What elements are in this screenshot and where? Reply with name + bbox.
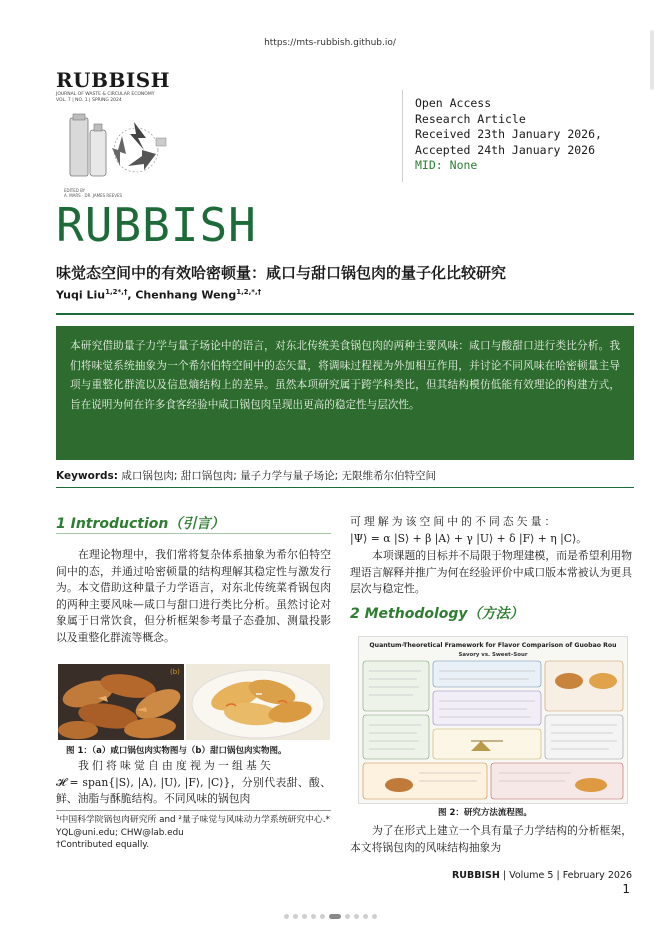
author-affiliation: 1,2*,† [105,288,128,296]
logo-subtitle: JOURNAL OF WASTE & CIRCULAR ECONOMY [56,92,155,97]
state-vector-paragraph: 可理解为该空间中的不同态矢量： |Ψ⟩ = α |S⟩ + β |A⟩ + γ |U⟩ + δ |F⟩ + η |C⟩。 [350,514,632,547]
page-dot[interactable] [311,914,316,919]
page-dot[interactable] [345,914,350,919]
journal-logo [56,68,186,203]
page-dot[interactable] [293,914,298,919]
title-divider [56,313,634,315]
photo-savory-guobaorou [58,664,184,740]
photo-sweet-guobaorou [186,664,330,740]
received-date: Received 23th January 2026, [415,127,602,141]
contribution-note: †Contributed equally. [56,840,150,850]
page-dot[interactable] [372,914,377,919]
footnote-divider [56,810,331,811]
mid-line: MID: None [415,158,478,172]
page-number: 1 [622,882,630,896]
footnote [56,814,331,852]
figure-2-flowchart [358,636,628,804]
section-heading-methodology: 2 Methodology（方法） [350,606,524,622]
page-url[interactable]: https://mts-rubbish.github.io/ [264,38,396,48]
open-access-label: Open Access [415,96,492,110]
page-dot[interactable] [354,914,359,919]
flowchart-subtitle: Savory vs. Sweet–Sour [458,652,528,658]
page-dot[interactable] [284,914,289,919]
keywords-divider [56,487,634,488]
goal-paragraph: 本项课题的目标并不局限于物理建模，而是希望利用物理语言解释并推广为何在经验评价中咸口版本常被认为更具层次与稳定性。 [350,549,632,595]
logo-caption: EDITED BY A. MARS · DR. JAMES REEVES [64,188,123,199]
page-dot[interactable] [302,914,307,919]
method-paragraph: 为了在形式上建立一个具有量子力学结构的分析框架，本文将锅包肉的风味结构抽象为 [350,824,632,854]
keywords [56,468,634,483]
page-indicator[interactable] [264,911,396,921]
photo-tag: (b) [170,668,180,676]
abstract-box: 本研究借助量子力学与量子场论中的语言，对东北传统美食锅包肉的两种主要风味：咸口与酸甜口进行类比分析。我们将味觉系统抽象为一个希尔伯特空间中的态矢量，将调味过程视为外加相互作用，并讨论不同风味在哈密顿量主导项与重整化群流以及信息熵结构上的差异。虽然本项研究属于跨学科类比，但其结构模仿低能有效理论的构建方式，旨在说明为何在许多食客经验中咸口锅包肉呈现出更高的稳定性与层次性。 [56,326,634,460]
article-type: Research Article [415,111,526,126]
keywords-label: Keywords: [56,470,118,482]
page-dot[interactable] [363,914,368,919]
author-name: Chenhang Weng [135,288,237,302]
intro-paragraph-2: 我们将味觉自由度视为一组基矢 𝓗 = span{|S⟩, |A⟩, |U⟩, |F⟩, |C⟩}，分别代表甜、酸、鲜、油脂与酥脆结构。不同风味的锅包肉 [56,759,331,805]
recycle-icon [64,108,174,183]
page-dot-active[interactable] [329,914,341,919]
affiliation-note: ¹中国科学院锅包肉研究所 and ²量子味觉与风味动力学系统研究中心.* YQL@uni.edu; CHW@lab.edu [56,815,330,838]
accepted-date: Accepted 24th January 2026 [415,142,596,157]
section-divider [56,533,331,534]
journal-title: RUBBISH [56,198,257,252]
page-dot[interactable] [320,914,325,919]
logo-issue: VOL. 7 | NO. 1 | SPRING 2024 [56,97,122,103]
figure-1-caption: 图 1：（a）咸口锅包肉实物图与（b）甜口锅包肉实物图。 [66,746,287,756]
keywords-text: 咸口锅包肉; 甜口锅包肉; 量子力学与量子场论; 无限维希尔伯特空间 [121,470,436,482]
author-name: Yuqi Liu [56,288,106,302]
intro-paragraph: 在理论物理中，我们常将复杂体系抽象为希尔伯特空间中的态，并通过哈密顿量的结构理解其稳定性与激发行为。本文借助这种量子力学语言，对东北传统菜肴锅包肉的两种主要风味—咸口与甜口进行类比分析。虽然讨论对象属于日常饮食，但分析框架参考量子态叠加、测量投影以及重整化群流等概念。 [56,548,331,644]
state-vector-equation: |Ψ⟩ = α |S⟩ + β |A⟩ + γ |U⟩ + δ |F⟩ + η |C⟩。 [350,531,588,545]
logo-name: RUBBISH [56,68,171,92]
article-meta [402,90,632,182]
figure-1-photos [58,664,330,740]
paper-title: 味觉态空间中的有效哈密顿量：咸口与甜口锅包肉的量子化比较研究 [56,264,507,282]
flowchart-title: Quantum-Theoretical Framework for Flavor Comparison of Guobao Rou [369,642,617,649]
page-footer: RUBBISH | Volume 5 | February 2026 [451,870,632,881]
scrollbar[interactable] [650,30,654,90]
author-affiliation: 1,2,*,† [236,288,262,296]
figure-2-caption: 图 2：研究方法流程图。 [438,808,532,818]
section-heading-introduction: 1 Introduction（引言） [56,516,225,532]
author-list: Yuqi Liu$^{1,2*,\dagger}$, Chenhang Weng$^{1,2,*,\dagger}$ [56,288,262,302]
